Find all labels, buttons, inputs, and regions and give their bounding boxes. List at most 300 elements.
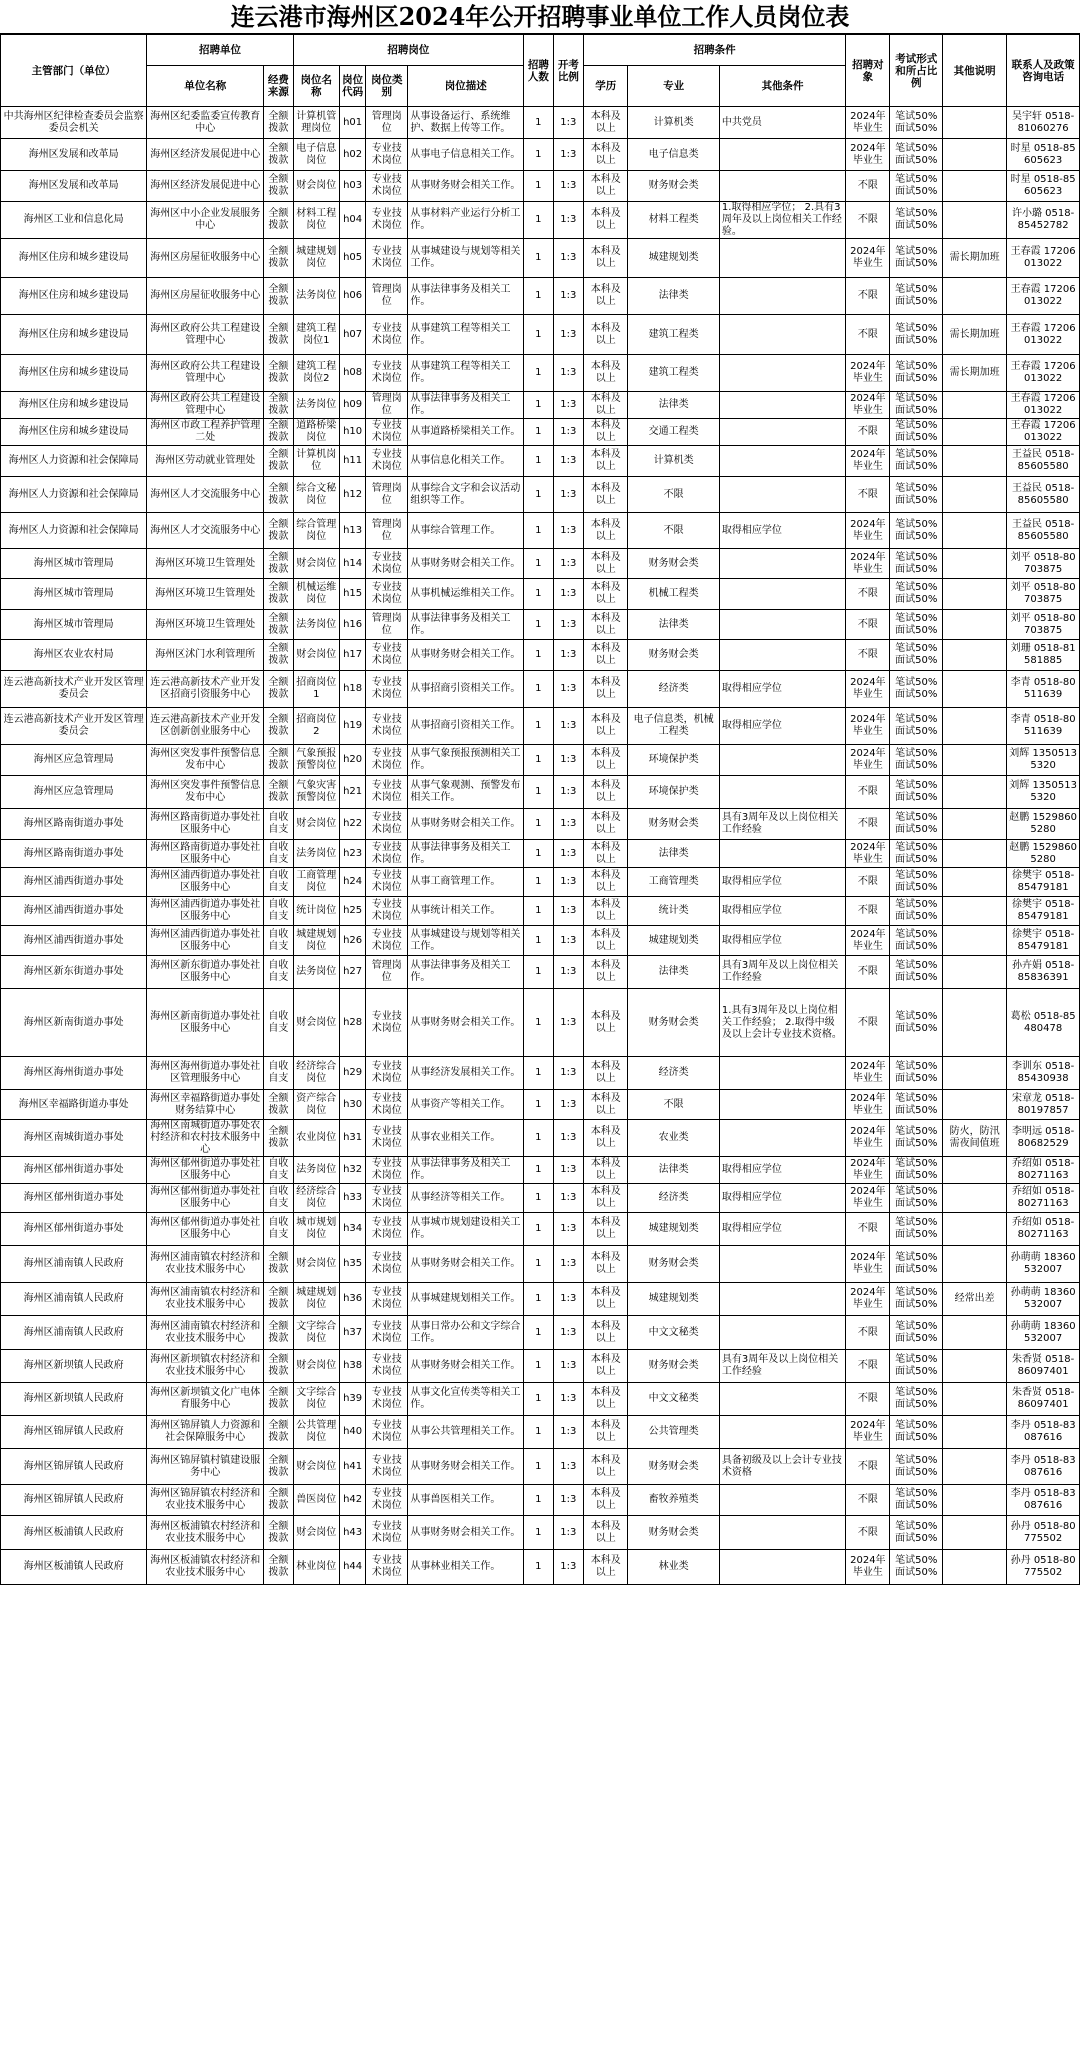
cell-unit: 海州区政府公共工程建设管理中心 <box>147 315 264 355</box>
cell-post-type: 专业技术岗位 <box>366 926 408 956</box>
cell-edu: 本科及以上 <box>584 671 628 708</box>
header-edu: 学历 <box>584 66 628 107</box>
cell-post-code: h32 <box>339 1157 365 1184</box>
cell-contact: 刘辉 13505135320 <box>1007 745 1080 776</box>
cell-post-code: h36 <box>339 1283 365 1316</box>
cell-post-code: h29 <box>339 1057 365 1090</box>
cell-edu: 本科及以上 <box>584 1516 628 1550</box>
cell-post-name: 综合管理岗位 <box>293 513 339 549</box>
cell-exam: 笔试50% 面试50% <box>890 419 943 446</box>
cell-exam: 笔试50% 面试50% <box>890 1157 943 1184</box>
cell-contact: 徐樊宇 0518-85479181 <box>1007 868 1080 897</box>
cell-post-type: 专业技术岗位 <box>366 1090 408 1120</box>
cell-post-desc: 从事财务财会相关工作。 <box>408 549 524 579</box>
cell-unit: 海州区路南街道办事处社区服务中心 <box>147 840 264 868</box>
cell-count: 1 <box>524 956 553 989</box>
cell-contact: 刘珊 0518-81581885 <box>1007 640 1080 671</box>
cell-edu: 本科及以上 <box>584 1449 628 1485</box>
cell-post-desc: 从事城建设与规划等相关工作。 <box>408 926 524 956</box>
cell-ratio: 1:3 <box>553 868 584 897</box>
cell-edu: 本科及以上 <box>584 1057 628 1090</box>
cell-dept: 海州区郁州街道办事处 <box>1 1157 147 1184</box>
cell-target: 不限 <box>846 956 890 989</box>
header-contact: 联系人及政策咨询电话 <box>1007 35 1080 107</box>
cell-major: 经济类 <box>628 1184 720 1213</box>
cell-post-code: h06 <box>339 278 365 315</box>
cell-count: 1 <box>524 477 553 513</box>
cell-dept: 海州区住房和城乡建设局 <box>1 392 147 419</box>
cell-edu: 本科及以上 <box>584 202 628 239</box>
cell-funding: 自收自支 <box>264 1213 293 1246</box>
cell-post-code: h12 <box>339 477 365 513</box>
cell-major: 计算机类 <box>628 107 720 139</box>
cell-count: 1 <box>524 1383 553 1416</box>
cell-ratio: 1:3 <box>553 1516 584 1550</box>
cell-contact: 赵鹏 15298605280 <box>1007 840 1080 868</box>
cell-post-code: h35 <box>339 1246 365 1283</box>
cell-dept: 海州区住房和城乡建设局 <box>1 239 147 278</box>
cell-post-type: 专业技术岗位 <box>366 202 408 239</box>
cell-other: 具有3周年及以上岗位相关工作经验 <box>719 956 845 989</box>
cell-target: 不限 <box>846 1449 890 1485</box>
cell-note <box>943 1057 1007 1090</box>
cell-post-name: 财会岗位 <box>293 1449 339 1485</box>
cell-ratio: 1:3 <box>553 513 584 549</box>
cell-note <box>943 926 1007 956</box>
cell-unit: 海州区郁州街道办事处社区服务中心 <box>147 1184 264 1213</box>
cell-count: 1 <box>524 107 553 139</box>
cell-count: 1 <box>524 139 553 171</box>
cell-post-type: 专业技术岗位 <box>366 708 408 745</box>
cell-other <box>719 1316 845 1350</box>
cell-unit: 海州区路南街道办事处社区服务中心 <box>147 809 264 840</box>
cell-note <box>943 513 1007 549</box>
cell-target: 2024年毕业生 <box>846 745 890 776</box>
cell-contact: 刘平 0518-80703875 <box>1007 579 1080 610</box>
cell-major: 财务财会类 <box>628 1350 720 1383</box>
cell-post-code: h23 <box>339 840 365 868</box>
cell-contact: 王春霞 17206013022 <box>1007 278 1080 315</box>
cell-count: 1 <box>524 202 553 239</box>
cell-note: 防火，防汛需夜间值班 <box>943 1120 1007 1157</box>
cell-exam: 笔试50% 面试50% <box>890 1090 943 1120</box>
cell-funding: 全额拨款 <box>264 671 293 708</box>
cell-dept: 海州区工业和信息化局 <box>1 202 147 239</box>
cell-post-code: h18 <box>339 671 365 708</box>
cell-target: 不限 <box>846 1485 890 1516</box>
cell-contact: 徐樊宇 0518-85479181 <box>1007 897 1080 926</box>
cell-post-code: h38 <box>339 1350 365 1383</box>
cell-post-code: h10 <box>339 419 365 446</box>
table-row <box>1 392 1080 419</box>
cell-edu: 本科及以上 <box>584 446 628 477</box>
cell-post-desc: 从事电子信息相关工作。 <box>408 139 524 171</box>
cell-post-code: h14 <box>339 549 365 579</box>
table-body <box>1 107 1080 1585</box>
cell-post-code: h30 <box>339 1090 365 1120</box>
cell-major: 环境保护类 <box>628 745 720 776</box>
cell-other <box>719 446 845 477</box>
cell-funding: 全额拨款 <box>264 1350 293 1383</box>
cell-count: 1 <box>524 897 553 926</box>
cell-funding: 自收自支 <box>264 897 293 926</box>
cell-note <box>943 745 1007 776</box>
cell-dept: 海州区住房和城乡建设局 <box>1 278 147 315</box>
cell-other: 取得相应学位 <box>719 868 845 897</box>
cell-unit: 海州区人才交流服务中心 <box>147 513 264 549</box>
table-row <box>1 513 1080 549</box>
cell-unit: 海州区幸福路街道办事处财务结算中心 <box>147 1090 264 1120</box>
cell-other: 取得相应学位 <box>719 671 845 708</box>
cell-other: 取得相应学位 <box>719 897 845 926</box>
cell-funding: 全额拨款 <box>264 708 293 745</box>
cell-contact: 王春霞 17206013022 <box>1007 392 1080 419</box>
cell-other <box>719 1283 845 1316</box>
cell-post-code: h44 <box>339 1550 365 1585</box>
cell-note <box>943 1550 1007 1585</box>
cell-ratio: 1:3 <box>553 1157 584 1184</box>
cell-dept: 海州区浦南镇人民政府 <box>1 1283 147 1316</box>
cell-exam: 笔试50% 面试50% <box>890 745 943 776</box>
cell-exam: 笔试50% 面试50% <box>890 202 943 239</box>
table-row <box>1 1120 1080 1157</box>
cell-unit: 海州区劳动就业管理处 <box>147 446 264 477</box>
cell-target: 2024年毕业生 <box>846 1157 890 1184</box>
cell-post-code: h34 <box>339 1213 365 1246</box>
cell-post-code: h03 <box>339 171 365 202</box>
cell-funding: 全额拨款 <box>264 107 293 139</box>
cell-note <box>943 1316 1007 1350</box>
table-row <box>1 315 1080 355</box>
cell-edu: 本科及以上 <box>584 809 628 840</box>
cell-post-type: 专业技术岗位 <box>366 1157 408 1184</box>
cell-unit: 海州区突发事件预警信息发布中心 <box>147 745 264 776</box>
cell-major: 中文文秘类 <box>628 1383 720 1416</box>
cell-post-code: h37 <box>339 1316 365 1350</box>
cell-post-code: h25 <box>339 897 365 926</box>
cell-funding: 全额拨款 <box>264 239 293 278</box>
cell-post-name: 城市规划岗位 <box>293 1213 339 1246</box>
cell-funding: 全额拨款 <box>264 315 293 355</box>
cell-note <box>943 107 1007 139</box>
cell-post-desc: 从事财务财会相关工作。 <box>408 989 524 1057</box>
cell-funding: 全额拨款 <box>264 1316 293 1350</box>
cell-target: 2024年毕业生 <box>846 1184 890 1213</box>
table-row <box>1 355 1080 392</box>
cell-other: 中共党员 <box>719 107 845 139</box>
cell-target: 2024年毕业生 <box>846 1120 890 1157</box>
cell-target: 2024年毕业生 <box>846 1246 890 1283</box>
cell-count: 1 <box>524 315 553 355</box>
cell-unit: 海州区板浦镇农村经济和农业技术服务中心 <box>147 1550 264 1585</box>
cell-major: 电子信息类，机械工程类 <box>628 708 720 745</box>
table-row <box>1 1550 1080 1585</box>
cell-count: 1 <box>524 392 553 419</box>
cell-other <box>719 1516 845 1550</box>
cell-contact: 李丹 0518-83087616 <box>1007 1485 1080 1516</box>
cell-funding: 全额拨款 <box>264 1449 293 1485</box>
cell-post-type: 管理岗位 <box>366 107 408 139</box>
cell-ratio: 1:3 <box>553 1120 584 1157</box>
cell-post-code: h41 <box>339 1449 365 1485</box>
cell-count: 1 <box>524 419 553 446</box>
table-row <box>1 926 1080 956</box>
cell-ratio: 1:3 <box>553 392 584 419</box>
cell-post-type: 专业技术岗位 <box>366 315 408 355</box>
cell-exam: 笔试50% 面试50% <box>890 315 943 355</box>
cell-exam: 笔试50% 面试50% <box>890 809 943 840</box>
cell-exam: 笔试50% 面试50% <box>890 989 943 1057</box>
cell-exam: 笔试50% 面试50% <box>890 1416 943 1449</box>
cell-major: 不限 <box>628 1090 720 1120</box>
cell-post-name: 气象预报预警岗位 <box>293 745 339 776</box>
cell-edu: 本科及以上 <box>584 1246 628 1283</box>
cell-post-desc: 从事财务财会相关工作。 <box>408 1350 524 1383</box>
cell-post-type: 专业技术岗位 <box>366 989 408 1057</box>
table-row <box>1 708 1080 745</box>
table-row <box>1 171 1080 202</box>
cell-post-name: 城建规划岗位 <box>293 239 339 278</box>
cell-contact: 刘平 0518-80703875 <box>1007 610 1080 640</box>
cell-contact: 葛松 0518-85480478 <box>1007 989 1080 1057</box>
cell-post-name: 道路桥梁岗位 <box>293 419 339 446</box>
cell-contact: 刘辉 13505135320 <box>1007 776 1080 809</box>
cell-other: 取得相应学位 <box>719 513 845 549</box>
cell-post-name: 财会岗位 <box>293 1246 339 1283</box>
cell-target: 2024年毕业生 <box>846 239 890 278</box>
table-row <box>1 1416 1080 1449</box>
cell-count: 1 <box>524 1449 553 1485</box>
cell-ratio: 1:3 <box>553 956 584 989</box>
header-post-name: 岗位名称 <box>293 66 339 107</box>
cell-dept: 海州区板浦镇人民政府 <box>1 1516 147 1550</box>
cell-major: 财务财会类 <box>628 1246 720 1283</box>
cell-ratio: 1:3 <box>553 549 584 579</box>
cell-exam: 笔试50% 面试50% <box>890 1350 943 1383</box>
table-row <box>1 1213 1080 1246</box>
cell-post-desc: 从事综合管理工作。 <box>408 513 524 549</box>
cell-post-code: h28 <box>339 989 365 1057</box>
cell-funding: 全额拨款 <box>264 446 293 477</box>
cell-unit: 海州区政府公共工程建设管理中心 <box>147 392 264 419</box>
cell-count: 1 <box>524 1213 553 1246</box>
cell-target: 2024年毕业生 <box>846 840 890 868</box>
cell-post-type: 专业技术岗位 <box>366 745 408 776</box>
cell-ratio: 1:3 <box>553 926 584 956</box>
cell-contact: 王春霞 17206013022 <box>1007 419 1080 446</box>
cell-other <box>719 1550 845 1585</box>
cell-note <box>943 278 1007 315</box>
cell-count: 1 <box>524 1350 553 1383</box>
cell-funding: 全额拨款 <box>264 202 293 239</box>
cell-funding: 全额拨款 <box>264 1120 293 1157</box>
cell-post-code: h31 <box>339 1120 365 1157</box>
cell-count: 1 <box>524 1516 553 1550</box>
cell-other <box>719 1120 845 1157</box>
cell-target: 不限 <box>846 610 890 640</box>
cell-post-name: 经济综合岗位 <box>293 1057 339 1090</box>
cell-count: 1 <box>524 1416 553 1449</box>
cell-major: 畜牧养殖类 <box>628 1485 720 1516</box>
cell-post-code: h11 <box>339 446 365 477</box>
cell-contact: 孙萌萌 18360532007 <box>1007 1283 1080 1316</box>
cell-other <box>719 392 845 419</box>
cell-target: 2024年毕业生 <box>846 1283 890 1316</box>
cell-post-desc: 从事文化宣传类等相关工作。 <box>408 1383 524 1416</box>
cell-post-type: 专业技术岗位 <box>366 446 408 477</box>
cell-note <box>943 1246 1007 1283</box>
cell-exam: 笔试50% 面试50% <box>890 549 943 579</box>
cell-post-name: 经济综合岗位 <box>293 1184 339 1213</box>
header-post-group: 招聘岗位 <box>293 35 524 66</box>
table-row <box>1 579 1080 610</box>
cell-edu: 本科及以上 <box>584 956 628 989</box>
cell-contact: 王春霞 17206013022 <box>1007 239 1080 278</box>
header-unit-name: 单位名称 <box>147 66 264 107</box>
cell-funding: 全额拨款 <box>264 513 293 549</box>
cell-ratio: 1:3 <box>553 139 584 171</box>
cell-post-type: 管理岗位 <box>366 513 408 549</box>
table-row <box>1 671 1080 708</box>
cell-post-name: 机械运维岗位 <box>293 579 339 610</box>
cell-note <box>943 640 1007 671</box>
cell-other <box>719 776 845 809</box>
cell-funding: 全额拨款 <box>264 477 293 513</box>
cell-count: 1 <box>524 745 553 776</box>
cell-target: 2024年毕业生 <box>846 139 890 171</box>
cell-edu: 本科及以上 <box>584 776 628 809</box>
table-row <box>1 1057 1080 1090</box>
cell-major: 工商管理类 <box>628 868 720 897</box>
cell-post-type: 专业技术岗位 <box>366 1550 408 1585</box>
table-row <box>1 239 1080 278</box>
cell-post-desc: 从事财务财会相关工作。 <box>408 1516 524 1550</box>
cell-post-name: 法务岗位 <box>293 1157 339 1184</box>
cell-other <box>719 355 845 392</box>
cell-contact: 李青 0518-80511639 <box>1007 671 1080 708</box>
cell-count: 1 <box>524 776 553 809</box>
cell-unit: 海州区人才交流服务中心 <box>147 477 264 513</box>
table-row <box>1 610 1080 640</box>
cell-target: 2024年毕业生 <box>846 1550 890 1585</box>
cell-funding: 自收自支 <box>264 956 293 989</box>
cell-post-type: 专业技术岗位 <box>366 171 408 202</box>
table-row <box>1 1246 1080 1283</box>
cell-target: 2024年毕业生 <box>846 107 890 139</box>
cell-dept: 海州区郁州街道办事处 <box>1 1213 147 1246</box>
cell-funding: 全额拨款 <box>264 171 293 202</box>
cell-post-name: 材料工程岗位 <box>293 202 339 239</box>
cell-post-type: 专业技术岗位 <box>366 809 408 840</box>
cell-ratio: 1:3 <box>553 897 584 926</box>
cell-contact: 朱香贤 0518-86097401 <box>1007 1383 1080 1416</box>
cell-target: 2024年毕业生 <box>846 708 890 745</box>
cell-note <box>943 610 1007 640</box>
cell-post-code: h40 <box>339 1416 365 1449</box>
cell-other <box>719 745 845 776</box>
cell-unit: 海州区政府公共工程建设管理中心 <box>147 355 264 392</box>
cell-funding: 全额拨款 <box>264 745 293 776</box>
cell-unit: 海州区新坝镇农村经济和农业技术服务中心 <box>147 1350 264 1383</box>
cell-dept: 海州区发展和改革局 <box>1 139 147 171</box>
cell-post-desc: 从事法律事务及相关工作。 <box>408 956 524 989</box>
cell-dept: 海州区浦西街道办事处 <box>1 897 147 926</box>
cell-edu: 本科及以上 <box>584 1213 628 1246</box>
cell-exam: 笔试50% 面试50% <box>890 610 943 640</box>
cell-post-name: 财会岗位 <box>293 549 339 579</box>
cell-funding: 自收自支 <box>264 1057 293 1090</box>
cell-count: 1 <box>524 1283 553 1316</box>
cell-target: 不限 <box>846 897 890 926</box>
cell-ratio: 1:3 <box>553 1184 584 1213</box>
cell-ratio: 1:3 <box>553 278 584 315</box>
cell-exam: 笔试50% 面试50% <box>890 1283 943 1316</box>
cell-post-type: 管理岗位 <box>366 392 408 419</box>
cell-post-type: 专业技术岗位 <box>366 671 408 708</box>
cell-post-code: h26 <box>339 926 365 956</box>
cell-funding: 自收自支 <box>264 989 293 1057</box>
cell-exam: 笔试50% 面试50% <box>890 1485 943 1516</box>
cell-other <box>719 1090 845 1120</box>
cell-post-name: 财会岗位 <box>293 640 339 671</box>
cell-post-type: 专业技术岗位 <box>366 1120 408 1157</box>
cell-unit: 海州区海州街道办事处社区管理服务中心 <box>147 1057 264 1090</box>
cell-dept: 连云港高新技术产业开发区管理委员会 <box>1 708 147 745</box>
cell-dept: 中共海州区纪律检查委员会监察委员会机关 <box>1 107 147 139</box>
cell-post-desc: 从事法律事务及相关工作。 <box>408 1157 524 1184</box>
cell-note <box>943 671 1007 708</box>
cell-exam: 笔试50% 面试50% <box>890 392 943 419</box>
cell-edu: 本科及以上 <box>584 1416 628 1449</box>
cell-ratio: 1:3 <box>553 1350 584 1383</box>
cell-unit: 海州区房屋征收服务中心 <box>147 278 264 315</box>
cell-note <box>943 446 1007 477</box>
jobs-table <box>0 34 1080 1585</box>
cell-note <box>943 1090 1007 1120</box>
cell-dept: 海州区路南街道办事处 <box>1 840 147 868</box>
cell-post-name: 法务岗位 <box>293 956 339 989</box>
cell-other <box>719 419 845 446</box>
cell-post-code: h01 <box>339 107 365 139</box>
cell-target: 2024年毕业生 <box>846 1416 890 1449</box>
cell-exam: 笔试50% 面试50% <box>890 477 943 513</box>
cell-other: 具备初级及以上会计专业技术资格 <box>719 1449 845 1485</box>
cell-post-code: h04 <box>339 202 365 239</box>
cell-post-desc: 从事农业相关工作。 <box>408 1120 524 1157</box>
cell-contact: 宋章龙 0518-80197857 <box>1007 1090 1080 1120</box>
cell-count: 1 <box>524 840 553 868</box>
cell-post-name: 财会岗位 <box>293 1516 339 1550</box>
cell-post-desc: 从事机械运维相关工作。 <box>408 579 524 610</box>
cell-unit: 海州区房屋征收服务中心 <box>147 239 264 278</box>
cell-major: 林业类 <box>628 1550 720 1585</box>
cell-ratio: 1:3 <box>553 315 584 355</box>
cell-exam: 笔试50% 面试50% <box>890 671 943 708</box>
cell-edu: 本科及以上 <box>584 139 628 171</box>
cell-exam: 笔试50% 面试50% <box>890 1057 943 1090</box>
cell-post-desc: 从事城建规划相关工作。 <box>408 1283 524 1316</box>
cell-post-desc: 从事日常办公和文字综合工作。 <box>408 1316 524 1350</box>
cell-ratio: 1:3 <box>553 1449 584 1485</box>
header-dept: 主管部门（单位） <box>1 35 147 107</box>
cell-major: 不限 <box>628 477 720 513</box>
table-row <box>1 745 1080 776</box>
cell-edu: 本科及以上 <box>584 278 628 315</box>
cell-target: 不限 <box>846 868 890 897</box>
cell-unit: 海州区中小企业发展服务中心 <box>147 202 264 239</box>
cell-major: 电子信息类 <box>628 139 720 171</box>
cell-post-type: 专业技术岗位 <box>366 1184 408 1213</box>
